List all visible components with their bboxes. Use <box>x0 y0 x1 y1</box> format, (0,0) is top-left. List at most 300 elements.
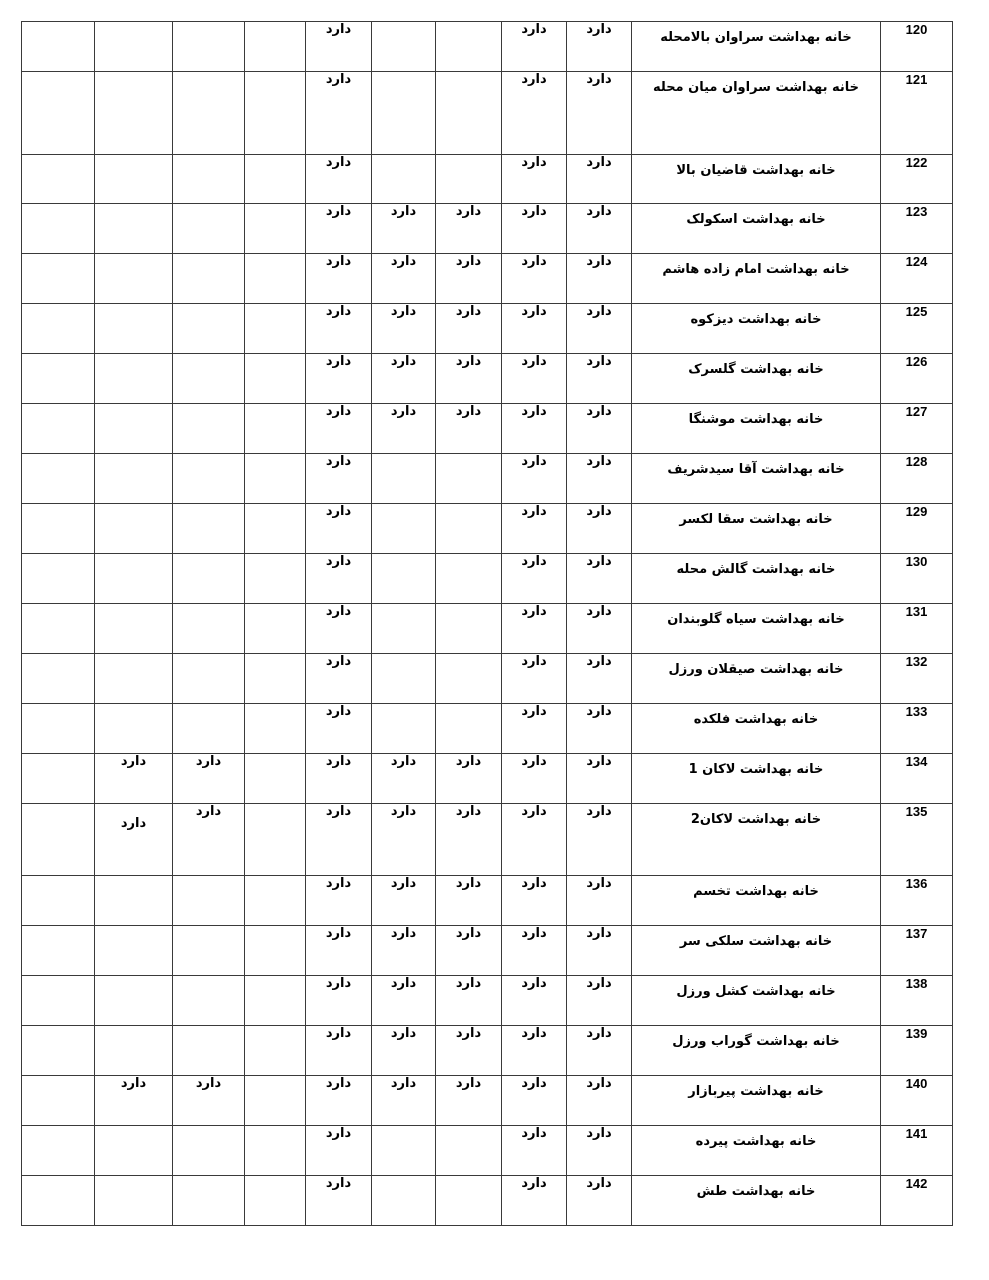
status-cell-c5 <box>306 704 372 754</box>
status-cell-c7 <box>173 926 245 976</box>
status-cell-c9 <box>22 504 95 554</box>
row-number-cell <box>881 404 953 454</box>
status-cell-c1 <box>567 876 632 926</box>
status-mark: دارد <box>325 976 352 991</box>
row-number-cell <box>881 155 953 204</box>
status-cell-c4 <box>372 1076 436 1126</box>
status-cell-c7 <box>173 754 245 804</box>
facility-name-cell <box>632 1176 881 1226</box>
status-cell-c1 <box>567 22 632 72</box>
status-cell-c9 <box>22 22 95 72</box>
status-mark: دارد <box>455 1076 482 1091</box>
status-cell-c8 <box>95 1126 173 1176</box>
status-cell-c2 <box>502 72 567 155</box>
status-cell-c4 <box>372 804 436 876</box>
status-cell-c3 <box>436 704 502 754</box>
status-mark: دارد <box>521 804 547 819</box>
status-mark: دارد <box>455 204 482 219</box>
row-number-cell <box>881 876 953 926</box>
status-cell-c5 <box>306 1126 372 1176</box>
status-cell-c9 <box>22 1126 95 1176</box>
status-mark: دارد <box>586 804 612 819</box>
facility-name: خانه بهداشت دیزکوه <box>690 312 822 327</box>
table-row <box>22 876 953 926</box>
status-cell-c7 <box>173 354 245 404</box>
status-mark: دارد <box>390 354 417 369</box>
status-cell-c4 <box>372 454 436 504</box>
status-cell-c4 <box>372 72 436 155</box>
status-cell-c6 <box>245 204 306 254</box>
status-mark: دارد <box>195 804 222 819</box>
status-cell-c8 <box>95 654 173 704</box>
status-mark: دارد <box>521 204 547 219</box>
status-mark: دارد <box>390 204 417 219</box>
status-mark: دارد <box>586 876 612 891</box>
facility-name: خانه بهداشت طش <box>696 1184 816 1199</box>
status-cell-c5 <box>306 604 372 654</box>
row-number: 138 <box>905 976 928 991</box>
status-mark: دارد <box>521 304 547 319</box>
status-cell-c4 <box>372 1126 436 1176</box>
status-cell-c3 <box>436 354 502 404</box>
status-mark: دارد <box>455 804 482 819</box>
row-number: 130 <box>905 554 928 569</box>
status-mark: دارد <box>455 926 482 941</box>
status-cell-c1 <box>567 354 632 404</box>
status-mark: دارد <box>521 926 547 941</box>
status-mark: دارد <box>586 704 612 719</box>
facility-name: خانه بهداشت گوراب ورزل <box>672 1034 840 1049</box>
status-cell-c8 <box>95 1026 173 1076</box>
status-mark: دارد <box>521 1126 547 1141</box>
status-cell-c5 <box>306 876 372 926</box>
status-mark: دارد <box>325 354 352 369</box>
status-cell-c1 <box>567 604 632 654</box>
table-row <box>22 1076 953 1126</box>
status-cell-c3 <box>436 404 502 454</box>
facility-name: خانه بهداشت لاکان2 <box>690 812 822 827</box>
status-cell-c5 <box>306 754 372 804</box>
status-mark: دارد <box>455 304 482 319</box>
status-mark: دارد <box>586 454 612 469</box>
facility-name-cell <box>632 1026 881 1076</box>
status-mark: دارد <box>390 404 417 419</box>
table-row <box>22 604 953 654</box>
row-number: 123 <box>905 204 928 219</box>
facility-name: خانه بهداشت موشنگا <box>688 412 824 427</box>
status-cell-c6 <box>245 504 306 554</box>
row-number: 134 <box>905 754 928 769</box>
status-mark: دارد <box>586 1076 612 1091</box>
status-mark: دارد <box>586 754 612 769</box>
status-mark: دارد <box>455 254 482 269</box>
status-mark: دارد <box>521 976 547 991</box>
status-cell-c5 <box>306 72 372 155</box>
facility-name-cell <box>632 454 881 504</box>
status-cell-c8 <box>95 204 173 254</box>
status-cell-c2 <box>502 354 567 404</box>
status-cell-c9 <box>22 1176 95 1226</box>
status-cell-c2 <box>502 1176 567 1226</box>
status-mark: دارد <box>325 304 352 319</box>
status-mark: دارد <box>521 754 547 769</box>
table-row <box>22 1026 953 1076</box>
facility-name: خانه بهداشت فلکده <box>693 712 819 727</box>
status-cell-c8 <box>95 704 173 754</box>
status-cell-c5 <box>306 254 372 304</box>
status-cell-c8 <box>95 254 173 304</box>
status-mark: دارد <box>325 72 352 87</box>
status-mark: دارد <box>521 254 547 269</box>
status-cell-c2 <box>502 22 567 72</box>
status-cell-c6 <box>245 72 306 155</box>
status-cell-c9 <box>22 976 95 1026</box>
facility-name: خانه بهداشت سقا لکسر <box>679 512 833 527</box>
status-mark: دارد <box>390 876 417 891</box>
status-cell-c9 <box>22 304 95 354</box>
status-cell-c4 <box>372 704 436 754</box>
status-cell-c3 <box>436 754 502 804</box>
status-cell-c8 <box>95 72 173 155</box>
status-cell-c9 <box>22 654 95 704</box>
row-number: 137 <box>905 926 928 941</box>
status-mark: دارد <box>586 1176 612 1191</box>
facility-name: خانه بهداشت سیاه گلوبندان <box>667 612 845 627</box>
status-cell-c6 <box>245 1176 306 1226</box>
status-cell-c1 <box>567 504 632 554</box>
status-cell-c6 <box>245 804 306 876</box>
facility-name-cell <box>632 1076 881 1126</box>
status-cell-c2 <box>502 926 567 976</box>
status-cell-c8 <box>95 354 173 404</box>
row-number-cell <box>881 204 953 254</box>
status-cell-c6 <box>245 254 306 304</box>
status-cell-c4 <box>372 876 436 926</box>
row-number-cell <box>881 454 953 504</box>
status-mark: دارد <box>521 155 547 170</box>
status-mark: دارد <box>325 754 352 769</box>
status-cell-c9 <box>22 204 95 254</box>
status-cell-c8 <box>95 304 173 354</box>
status-mark: دارد <box>325 454 352 469</box>
status-cell-c2 <box>502 976 567 1026</box>
status-cell-c2 <box>502 604 567 654</box>
status-cell-c8 <box>95 804 173 876</box>
status-mark: دارد <box>586 404 612 419</box>
status-cell-c8 <box>95 22 173 72</box>
status-mark: دارد <box>325 504 352 519</box>
status-cell-c3 <box>436 654 502 704</box>
status-mark: دارد <box>390 1076 417 1091</box>
status-cell-c7 <box>173 554 245 604</box>
row-number-cell <box>881 804 953 876</box>
facility-name: خانه بهداشت پیرده <box>695 1134 817 1149</box>
status-cell-c4 <box>372 304 436 354</box>
status-cell-c4 <box>372 254 436 304</box>
facility-name: خانه بهداشت سراوان بالامحله <box>660 30 852 45</box>
status-mark: دارد <box>586 22 612 37</box>
status-mark: دارد <box>586 504 612 519</box>
status-cell-c6 <box>245 1026 306 1076</box>
status-cell-c5 <box>306 304 372 354</box>
status-cell-c8 <box>95 1076 173 1126</box>
status-mark: دارد <box>586 926 612 941</box>
status-mark: دارد <box>521 72 547 87</box>
status-mark: دارد <box>325 22 352 37</box>
status-cell-c9 <box>22 254 95 304</box>
status-cell-c3 <box>436 1126 502 1176</box>
status-cell-c8 <box>95 754 173 804</box>
facility-name-cell <box>632 876 881 926</box>
row-number: 120 <box>905 22 928 37</box>
row-number: 141 <box>905 1126 928 1141</box>
status-cell-c4 <box>372 504 436 554</box>
table-row <box>22 254 953 304</box>
status-cell-c1 <box>567 704 632 754</box>
facility-name-cell <box>632 254 881 304</box>
status-mark: دارد <box>586 604 612 619</box>
status-cell-c2 <box>502 304 567 354</box>
status-cell-c5 <box>306 1076 372 1126</box>
status-mark: دارد <box>390 754 417 769</box>
status-cell-c8 <box>95 876 173 926</box>
row-number-cell <box>881 976 953 1026</box>
status-cell-c2 <box>502 504 567 554</box>
row-number: 142 <box>905 1176 928 1191</box>
status-mark: دارد <box>325 1076 352 1091</box>
status-cell-c6 <box>245 1076 306 1126</box>
status-mark: دارد <box>521 22 547 37</box>
status-cell-c3 <box>436 876 502 926</box>
row-number-cell <box>881 604 953 654</box>
status-cell-c4 <box>372 654 436 704</box>
row-number: 129 <box>905 504 928 519</box>
status-mark: دارد <box>586 204 612 219</box>
row-number: 135 <box>905 804 928 819</box>
status-cell-c9 <box>22 1076 95 1126</box>
status-cell-c9 <box>22 876 95 926</box>
row-number-cell <box>881 22 953 72</box>
row-number-cell <box>881 654 953 704</box>
status-cell-c9 <box>22 72 95 155</box>
facility-name-cell <box>632 1126 881 1176</box>
facility-name: خانه بهداشت صیقلان ورزل <box>668 662 844 677</box>
status-cell-c6 <box>245 354 306 404</box>
status-mark: دارد <box>325 155 352 170</box>
status-mark: دارد <box>390 976 417 991</box>
status-mark: دارد <box>325 704 352 719</box>
status-cell-c8 <box>95 604 173 654</box>
status-cell-c3 <box>436 604 502 654</box>
status-cell-c5 <box>306 1176 372 1226</box>
status-cell-c6 <box>245 754 306 804</box>
facility-name-cell <box>632 404 881 454</box>
status-cell-c7 <box>173 304 245 354</box>
status-cell-c3 <box>436 1076 502 1126</box>
status-cell-c9 <box>22 155 95 204</box>
row-number-cell <box>881 254 953 304</box>
status-cell-c6 <box>245 604 306 654</box>
status-mark: دارد <box>325 1176 352 1191</box>
status-mark: دارد <box>521 1176 547 1191</box>
status-mark: دارد <box>521 704 547 719</box>
status-cell-c7 <box>173 454 245 504</box>
status-cell-c8 <box>95 155 173 204</box>
status-cell-c1 <box>567 72 632 155</box>
status-cell-c1 <box>567 1026 632 1076</box>
table-row <box>22 804 953 876</box>
status-cell-c2 <box>502 404 567 454</box>
status-cell-c2 <box>502 876 567 926</box>
table-row <box>22 354 953 404</box>
table-row <box>22 22 953 72</box>
status-cell-c6 <box>245 22 306 72</box>
table-row <box>22 1126 953 1176</box>
table-row <box>22 554 953 604</box>
status-mark: دارد <box>586 354 612 369</box>
status-cell-c3 <box>436 554 502 604</box>
status-cell-c7 <box>173 204 245 254</box>
row-number: 133 <box>905 704 928 719</box>
row-number: 127 <box>905 404 928 419</box>
status-cell-c7 <box>173 604 245 654</box>
status-cell-c2 <box>502 1076 567 1126</box>
status-mark: دارد <box>586 554 612 569</box>
status-mark: دارد <box>325 604 352 619</box>
status-cell-c5 <box>306 404 372 454</box>
status-cell-c7 <box>173 976 245 1026</box>
status-mark: دارد <box>325 1126 352 1141</box>
status-mark: دارد <box>325 1026 352 1041</box>
row-number: 128 <box>905 454 928 469</box>
row-number: 136 <box>905 876 928 891</box>
row-number: 126 <box>905 354 928 369</box>
status-cell-c3 <box>436 204 502 254</box>
status-cell-c2 <box>502 554 567 604</box>
facility-name: خانه بهداشت قاضیان بالا <box>676 163 836 178</box>
status-mark: دارد <box>455 1026 482 1041</box>
status-mark: دارد <box>586 976 612 991</box>
status-mark: دارد <box>195 754 222 769</box>
status-cell-c2 <box>502 204 567 254</box>
status-cell-c2 <box>502 754 567 804</box>
facility-name: خانه بهداشت لاکان 1 <box>688 762 824 777</box>
row-number-cell <box>881 72 953 155</box>
status-mark: دارد <box>455 976 482 991</box>
status-mark: دارد <box>120 754 147 769</box>
status-mark: دارد <box>325 654 352 669</box>
status-cell-c9 <box>22 804 95 876</box>
status-cell-c2 <box>502 704 567 754</box>
status-cell-c8 <box>95 926 173 976</box>
facility-name: خانه بهداشت اسکولک <box>686 212 826 227</box>
status-cell-c4 <box>372 155 436 204</box>
table-row <box>22 72 953 155</box>
facility-name-cell <box>632 804 881 876</box>
status-mark: دارد <box>195 1076 222 1091</box>
status-cell-c9 <box>22 554 95 604</box>
facility-name: خانه بهداشت پیربازار <box>688 1084 824 1099</box>
status-cell-c3 <box>436 454 502 504</box>
status-cell-c6 <box>245 876 306 926</box>
status-cell-c2 <box>502 454 567 504</box>
status-cell-c7 <box>173 1126 245 1176</box>
status-cell-c5 <box>306 22 372 72</box>
status-mark: دارد <box>521 404 547 419</box>
status-mark: دارد <box>586 72 612 87</box>
status-cell-c4 <box>372 1026 436 1076</box>
status-cell-c1 <box>567 654 632 704</box>
status-mark: دارد <box>120 816 147 831</box>
row-number-cell <box>881 754 953 804</box>
facility-name-cell <box>632 604 881 654</box>
status-cell-c9 <box>22 604 95 654</box>
facility-name: خانه بهداشت تخسم <box>693 884 819 899</box>
status-cell-c5 <box>306 1026 372 1076</box>
status-cell-c7 <box>173 804 245 876</box>
status-cell-c5 <box>306 654 372 704</box>
status-cell-c1 <box>567 454 632 504</box>
status-mark: دارد <box>521 654 547 669</box>
status-cell-c7 <box>173 1026 245 1076</box>
status-cell-c5 <box>306 554 372 604</box>
status-cell-c1 <box>567 1076 632 1126</box>
status-mark: دارد <box>521 554 547 569</box>
status-cell-c8 <box>95 976 173 1026</box>
row-number-cell <box>881 304 953 354</box>
status-cell-c9 <box>22 454 95 504</box>
status-cell-c8 <box>95 554 173 604</box>
status-cell-c5 <box>306 204 372 254</box>
status-cell-c5 <box>306 926 372 976</box>
status-mark: دارد <box>521 454 547 469</box>
status-cell-c6 <box>245 926 306 976</box>
status-mark: دارد <box>325 926 352 941</box>
status-cell-c2 <box>502 654 567 704</box>
status-mark: دارد <box>455 354 482 369</box>
facility-name-cell <box>632 926 881 976</box>
status-cell-c1 <box>567 554 632 604</box>
row-number-cell <box>881 1026 953 1076</box>
status-cell-c7 <box>173 876 245 926</box>
status-cell-c2 <box>502 804 567 876</box>
status-cell-c1 <box>567 926 632 976</box>
status-cell-c3 <box>436 1026 502 1076</box>
status-cell-c2 <box>502 155 567 204</box>
row-number: 122 <box>905 155 928 170</box>
status-cell-c3 <box>436 1176 502 1226</box>
facility-name-cell <box>632 554 881 604</box>
status-cell-c7 <box>173 254 245 304</box>
status-cell-c4 <box>372 22 436 72</box>
row-number: 125 <box>905 304 928 319</box>
status-mark: دارد <box>586 304 612 319</box>
status-cell-c4 <box>372 354 436 404</box>
facility-name-cell <box>632 22 881 72</box>
facility-name-cell <box>632 304 881 354</box>
status-cell-c4 <box>372 604 436 654</box>
table-row <box>22 654 953 704</box>
status-cell-c5 <box>306 504 372 554</box>
status-cell-c6 <box>245 554 306 604</box>
row-number-cell <box>881 1076 953 1126</box>
status-cell-c7 <box>173 1176 245 1226</box>
table-row <box>22 404 953 454</box>
status-cell-c1 <box>567 404 632 454</box>
status-mark: دارد <box>325 404 352 419</box>
row-number: 124 <box>905 254 928 269</box>
status-cell-c3 <box>436 504 502 554</box>
